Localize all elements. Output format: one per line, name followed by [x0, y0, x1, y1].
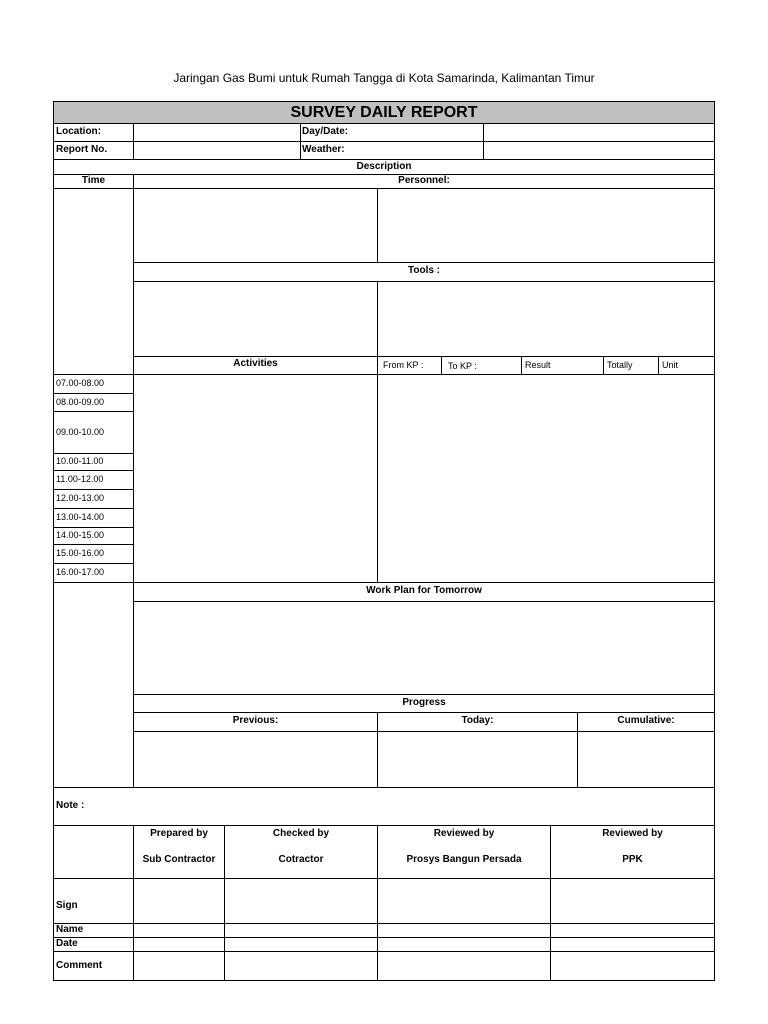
work-plan-field[interactable] — [134, 602, 714, 694]
from-kp-label: From KP : — [383, 360, 424, 370]
time-slot: 07.00-08.00 — [56, 378, 105, 388]
work-plan-header: Work Plan for Tomorrow — [366, 585, 482, 596]
sig-party-1: Sub Contractor — [142, 854, 216, 865]
sig-role-3: Reviewed by — [433, 828, 495, 839]
previous-header: Previous: — [232, 715, 279, 726]
personnel-field-right[interactable] — [378, 189, 714, 262]
cumulative-field[interactable] — [578, 732, 714, 787]
personnel-field-left[interactable] — [134, 189, 377, 262]
weather-label: Weather: — [302, 144, 345, 155]
date-field[interactable] — [134, 938, 714, 951]
report-no-field[interactable] — [134, 142, 300, 159]
time-slot: 16.00-17.00 — [56, 567, 105, 577]
time-slot: 13.00-14.00 — [56, 512, 105, 522]
day-date-label: Day/Date: — [302, 126, 349, 137]
divider — [133, 356, 714, 357]
time-slot: 11.00-12.00 — [56, 474, 104, 484]
report-no-label: Report No. — [56, 144, 108, 155]
tools-header: Tools : — [407, 265, 441, 276]
tools-field-left[interactable] — [134, 282, 377, 356]
divider — [54, 393, 133, 394]
divider — [133, 712, 714, 713]
divider — [54, 508, 133, 509]
divider — [300, 124, 301, 159]
sign-field[interactable] — [134, 879, 714, 923]
divider — [54, 825, 714, 826]
activities-detail-field[interactable] — [378, 375, 714, 582]
divider — [54, 453, 133, 454]
sig-role-4: Reviewed by — [602, 828, 663, 839]
time-slot: 10.00-11.00 — [56, 456, 104, 466]
previous-field[interactable] — [134, 732, 377, 787]
totally-label: Totally — [607, 360, 633, 370]
location-field[interactable] — [134, 125, 300, 141]
time-slot: 09.00-10.00 — [56, 427, 105, 437]
time-header: Time — [81, 175, 106, 186]
divider — [133, 694, 714, 695]
divider — [54, 582, 714, 583]
activities-header: Activities — [233, 358, 278, 369]
sig-party-2: Cotractor — [278, 854, 324, 865]
personnel-header: Personnel: — [398, 175, 450, 186]
divider — [133, 262, 714, 263]
to-kp-label: To KP : — [448, 361, 477, 371]
name-row-label: Name — [56, 924, 84, 935]
divider — [658, 356, 659, 374]
sign-row-label: Sign — [56, 900, 78, 911]
time-slot: 14.00-15.00 — [56, 530, 105, 540]
comment-row-label: Comment — [56, 960, 103, 971]
sig-role-2: Checked by — [272, 828, 330, 839]
time-slot: 12.00-13.00 — [56, 493, 105, 503]
weather-field[interactable] — [484, 142, 714, 159]
divider — [54, 159, 714, 160]
sig-party-4: PPK — [622, 854, 643, 865]
day-date-field[interactable] — [484, 125, 714, 141]
progress-header: Progress — [402, 697, 446, 708]
divider — [54, 489, 133, 490]
report-title: SURVEY DAILY REPORT — [54, 102, 714, 124]
divider — [54, 563, 133, 564]
divider — [54, 470, 133, 471]
today-field[interactable] — [378, 732, 577, 787]
time-slot: 15.00-16.00 — [56, 548, 105, 558]
divider — [54, 527, 133, 528]
sig-role-1: Prepared by — [150, 828, 208, 839]
date-row-label: Date — [56, 938, 78, 949]
name-field[interactable] — [134, 924, 714, 937]
result-label: Result — [525, 360, 551, 370]
divider — [441, 356, 442, 374]
activities-field[interactable] — [134, 375, 377, 582]
tools-field-right[interactable] — [378, 282, 714, 356]
comment-field[interactable] — [134, 952, 714, 980]
description-header: Description — [356, 161, 412, 172]
today-header: Today: — [461, 715, 494, 726]
unit-label: Unit — [662, 360, 679, 370]
sig-party-3: Prosys Bangun Persada — [406, 854, 522, 865]
divider — [54, 411, 133, 412]
divider — [603, 356, 604, 374]
document-subtitle: Jaringan Gas Bumi untuk Rumah Tangga di Kota Samarinda, Kalimantan Timur — [173, 71, 595, 85]
divider — [521, 356, 522, 374]
note-label: Note : — [56, 800, 85, 811]
note-field[interactable] — [100, 788, 714, 825]
time-slot: 08.00-09.00 — [56, 397, 105, 407]
cumulative-header: Cumulative: — [617, 715, 675, 726]
location-label: Location: — [56, 126, 101, 137]
divider — [54, 544, 133, 545]
